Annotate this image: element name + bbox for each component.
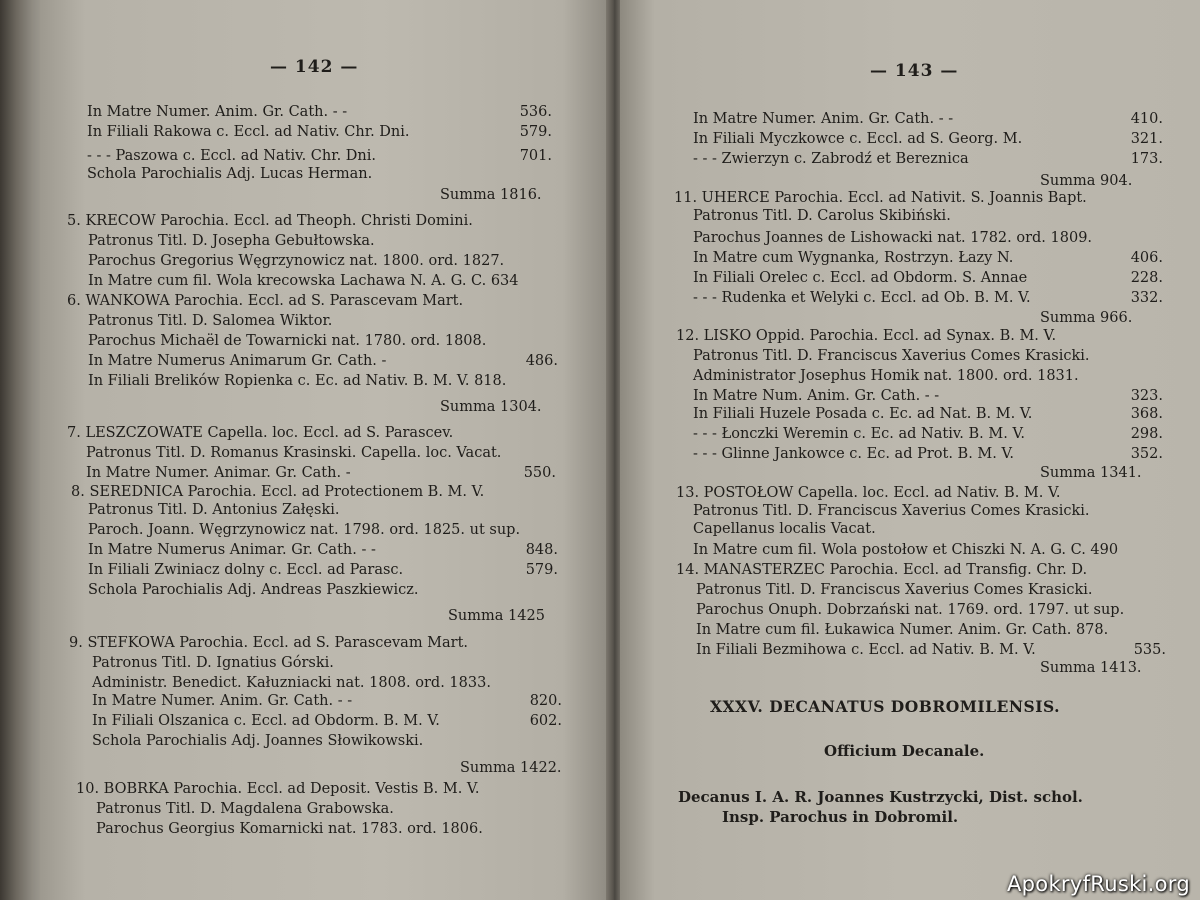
line-value: 486. — [525, 353, 558, 369]
line-text: In Matre Numer. Anim. Gr. Cath. - - — [92, 693, 353, 709]
text-line — [696, 621, 1108, 639]
text-line — [76, 780, 479, 798]
line-text: In Filiali Bezmihowa c. Eccl. ad Nativ. B. M. V. — [696, 642, 1036, 658]
line-value: 298. — [1130, 426, 1163, 442]
line-text: - - - Zwierzyn c. Zabrodź et Bereznica — [693, 151, 969, 167]
text-line — [87, 103, 552, 121]
line-text: Parochus Georgius Komarnicki nat. 1783. ord. 1806. — [96, 821, 483, 837]
summa-line — [1040, 309, 1132, 327]
text-line — [86, 464, 556, 482]
text-line — [693, 289, 1163, 307]
summa-line — [460, 759, 562, 777]
line-text: In Filiali Zwiniacz dolny c. Eccl. ad Parasc. — [88, 562, 404, 578]
text-line — [69, 634, 468, 652]
line-value: 550. — [523, 465, 556, 481]
line-text: 11. UHERCE Parochia. Eccl. ad Nativit. S. Joannis Bapt. — [674, 190, 1087, 206]
text-line — [88, 541, 558, 559]
text-line — [67, 292, 463, 310]
text-line — [674, 189, 1087, 207]
line-text: Patronus Titl. D. Salomea Wiktor. — [88, 313, 333, 329]
line-text: 5. KRECOW Parochia. Eccl. ad Theoph. Christi Domini. — [67, 213, 473, 229]
text-line — [92, 654, 334, 672]
decanus-line-2: Insp. Parochus in Dobromil. — [722, 808, 959, 826]
text-line — [92, 732, 423, 750]
decanus-line-1: Decanus I. A. R. Joannes Kustrzycki, Dist. schol. — [678, 788, 1083, 806]
line-text: Patronus Titl. D. Ignatius Górski. — [92, 655, 334, 671]
line-value: 321. — [1130, 131, 1163, 147]
text-line — [693, 541, 1118, 559]
text-line — [96, 800, 394, 818]
line-text: - - - Paszowa c. Eccl. ad Nativ. Chr. Dni. — [87, 148, 376, 164]
text-line — [693, 445, 1163, 463]
line-value: 579. — [519, 124, 552, 140]
line-text: Summa 1304. — [440, 399, 542, 415]
summa-line — [1040, 464, 1142, 482]
text-line — [86, 444, 501, 462]
line-text: Parochus Onuph. Dobrzański nat. 1769. ord. 1797. ut sup. — [696, 602, 1125, 618]
line-value: 602. — [529, 713, 562, 729]
text-line — [67, 212, 473, 230]
line-value: 820. — [529, 693, 562, 709]
text-line — [696, 581, 1093, 599]
line-text: Summa 904. — [1040, 173, 1133, 189]
text-line — [88, 581, 419, 599]
line-text: Capellanus localis Vacat. — [693, 521, 876, 537]
line-text: Administrator Josephus Homik nat. 1800. ord. 1831. — [693, 368, 1079, 384]
text-line — [676, 561, 1087, 579]
line-text: In Matre cum fil. Łukawica Numer. Anim. Gr. Cath. 878. — [696, 622, 1109, 638]
text-line — [693, 405, 1163, 423]
line-text: Schola Parochialis Adj. Lucas Herman. — [87, 166, 373, 182]
line-value: 410. — [1130, 111, 1163, 127]
line-text: Patronus Titl. D. Romanus Krasinski. Capella. loc. Vacat. — [86, 445, 502, 461]
text-line — [96, 820, 483, 838]
line-text: Patronus Titl. D. Franciscus Xaverius Comes Krasicki. — [693, 503, 1090, 519]
page-number-left: — 142 — — [270, 57, 359, 77]
line-text: In Filiali Brelików Ropienka c. Ec. ad Nativ. B. M. V. 818. — [88, 373, 507, 389]
line-text: 14. MANASTERZEC Parochia. Eccl. ad Transfig. Chr. D. — [676, 562, 1088, 578]
text-line — [693, 207, 951, 225]
text-line — [693, 347, 1090, 365]
line-text: Parochus Gregorius Węgrzynowicz nat. 1800. ord. 1827. — [88, 253, 505, 269]
line-text: In Matre cum fil. Wola krecowska Lachawa N. A. G. C. 634 — [88, 273, 519, 289]
text-line — [71, 483, 484, 501]
text-line — [693, 229, 1092, 247]
left-page — [40, 0, 608, 900]
line-value: 579. — [525, 562, 558, 578]
text-line — [693, 249, 1163, 267]
line-text: 7. LESZCZOWATE Capella. loc. Eccl. ad S. Parascev. — [67, 425, 454, 441]
line-text: In Matre Numer. Anim. Gr. Cath. - - — [693, 111, 954, 127]
line-text: - - - Rudenka et Welyki c. Eccl. ad Ob. B. M. V. — [693, 290, 1031, 306]
section-heading: XXXV. DECANATUS DOBROMILENSIS. — [710, 697, 1060, 716]
text-line — [696, 641, 1166, 659]
text-line — [693, 425, 1163, 443]
line-text: Summa 966. — [1040, 310, 1133, 326]
text-line — [696, 601, 1124, 619]
line-value: 173. — [1130, 151, 1163, 167]
line-text: In Matre cum fil. Wola postołow et Chiszki N. A. G. C. 490 — [693, 542, 1119, 558]
line-value: 332. — [1130, 290, 1163, 306]
line-text: 8. SEREDNICA Parochia. Eccl. ad Protectionem B. M. V. — [71, 484, 485, 500]
text-line — [88, 332, 486, 350]
watermark: ApokryfRuski.org — [1007, 872, 1190, 896]
text-line — [88, 372, 506, 390]
text-line — [693, 502, 1090, 520]
line-text: Paroch. Joann. Węgrzynowicz nat. 1798. ord. 1825. ut sup. — [88, 522, 521, 538]
right-page — [620, 0, 1200, 900]
text-line — [88, 272, 519, 290]
text-line — [92, 692, 562, 710]
summa-line — [448, 607, 545, 625]
text-line — [88, 312, 332, 330]
text-line — [676, 327, 1056, 345]
text-line — [693, 520, 876, 538]
line-value: 848. — [525, 542, 558, 558]
text-line — [693, 110, 1163, 128]
text-line — [88, 521, 520, 539]
text-line — [87, 165, 372, 183]
line-value: 228. — [1130, 270, 1163, 286]
line-text: Summa 1425 — [448, 608, 545, 624]
summa-line — [1040, 172, 1132, 190]
line-text: In Matre Numer. Animar. Gr. Cath. - — [86, 465, 351, 481]
line-text: Summa 1413. — [1040, 660, 1142, 676]
line-text: In Matre Num. Anim. Gr. Cath. - - — [693, 388, 940, 404]
line-text: Patronus Titl. D. Franciscus Xaverius Comes Krasicki. — [693, 348, 1090, 364]
line-text: Summa 1816. — [440, 187, 542, 203]
line-text: Schola Parochialis Adj. Andreas Paszkiewicz. — [88, 582, 419, 598]
line-text: - - - Glinne Jankowce c. Ec. ad Prot. B. M. V. — [693, 446, 1015, 462]
line-text: Patronus Titl. D. Carolus Skibiński. — [693, 208, 951, 224]
line-text: - - - Łonczki Weremin c. Ec. ad Nativ. B. M. V. — [693, 426, 1026, 442]
text-line — [88, 352, 558, 370]
office-title: Officium Decanale. — [824, 742, 985, 760]
line-value: 406. — [1130, 250, 1163, 266]
text-line — [88, 252, 504, 270]
line-value: 323. — [1130, 388, 1163, 404]
text-line — [87, 147, 552, 165]
line-text: Patronus Titl. D. Magdalena Grabowska. — [96, 801, 394, 817]
line-text: Summa 1422. — [460, 760, 562, 776]
line-text: 10. BOBRKA Parochia. Eccl. ad Deposit. Vestis B. M. V. — [76, 781, 480, 797]
line-text: Patronus Titl. D. Antonius Załęski. — [88, 502, 340, 518]
line-text: 6. WANKOWA Parochia. Eccl. ad S. Parascevam Mart. — [67, 293, 464, 309]
line-text: Summa 1341. — [1040, 465, 1142, 481]
text-line — [693, 150, 1163, 168]
page-number-right: — 143 — — [870, 61, 959, 81]
line-text: Schola Parochialis Adj. Joannes Słowikowski. — [92, 733, 424, 749]
line-text: In Filiali Orelec c. Eccl. ad Obdorm. S. Annae — [693, 270, 1028, 286]
text-line — [676, 484, 1061, 502]
text-line — [88, 561, 558, 579]
text-line — [92, 674, 491, 692]
line-text: In Matre Numerus Animarum Gr. Cath. - — [88, 353, 387, 369]
line-value: 368. — [1130, 406, 1163, 422]
line-text: Administr. Benedict. Kałuzniacki nat. 1808. ord. 1833. — [92, 675, 491, 691]
line-text: 9. STEFKOWA Parochia. Eccl. ad S. Parascevam Mart. — [69, 635, 469, 651]
line-text: In Filiali Huzele Posada c. Ec. ad Nat. B. M. V. — [693, 406, 1033, 422]
text-line — [693, 269, 1163, 287]
text-line — [67, 424, 453, 442]
line-value: 352. — [1130, 446, 1163, 462]
text-line — [88, 232, 375, 250]
text-line — [92, 712, 562, 730]
line-text: In Filiali Myczkowce c. Eccl. ad S. Georg. M. — [693, 131, 1023, 147]
line-text: In Matre cum Wygnanka, Rostrzyn. Łazy N. — [693, 250, 1014, 266]
line-value: 535. — [1133, 642, 1166, 658]
line-text: Parochus Michaël de Towarnicki nat. 1780. ord. 1808. — [88, 333, 487, 349]
line-text: In Matre Numer. Anim. Gr. Cath. - - — [87, 104, 348, 120]
text-line — [693, 367, 1079, 385]
line-text: 13. POSTOŁOW Capella. loc. Eccl. ad Nativ. B. M. V. — [676, 485, 1061, 501]
line-text: Patronus Titl. D. Franciscus Xaverius Comes Krasicki. — [696, 582, 1093, 598]
line-value: 536. — [519, 104, 552, 120]
summa-line — [440, 186, 542, 204]
line-text: In Matre Numerus Animar. Gr. Cath. - - — [88, 542, 376, 558]
text-line — [693, 130, 1163, 148]
line-text: Parochus Joannes de Lishowacki nat. 1782. ord. 1809. — [693, 230, 1093, 246]
line-value: 701. — [519, 148, 552, 164]
text-line — [693, 387, 1163, 405]
line-text: Patronus Titl. D. Josepha Gebułtowska. — [88, 233, 375, 249]
summa-line — [440, 398, 542, 416]
summa-line — [1040, 659, 1142, 677]
line-text: In Filiali Rakowa c. Eccl. ad Nativ. Chr. Dni. — [87, 124, 410, 140]
text-line — [88, 501, 340, 519]
line-text: In Filiali Olszanica c. Eccl. ad Obdorm. B. M. V. — [92, 713, 440, 729]
text-line — [87, 123, 552, 141]
line-text: 12. LISKO Oppid. Parochia. Eccl. ad Synax. B. M. V. — [676, 328, 1057, 344]
